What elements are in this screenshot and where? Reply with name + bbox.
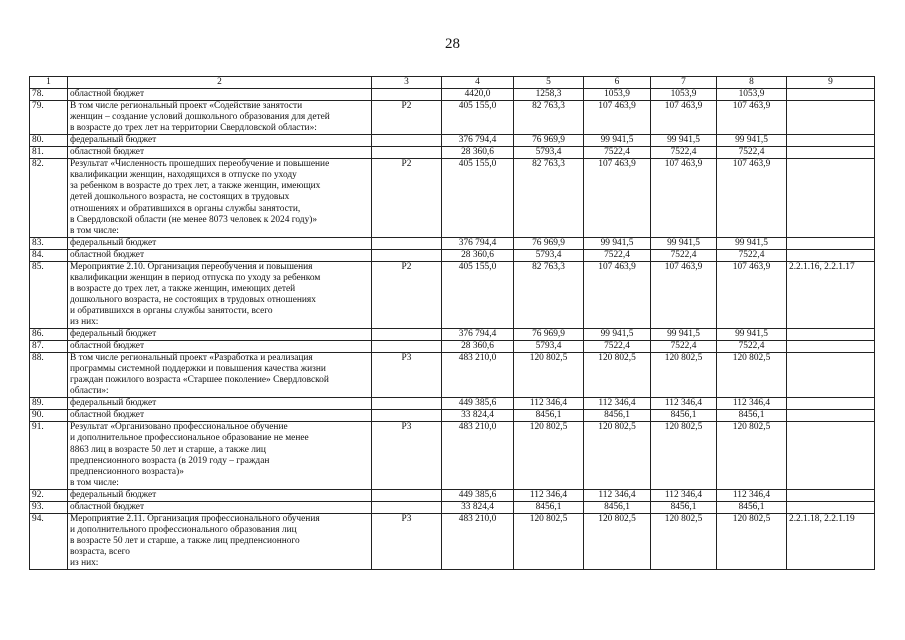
column-header: 8 xyxy=(717,77,787,89)
table-row xyxy=(30,237,875,249)
row-value-col6: 99 941,5 xyxy=(584,135,651,147)
row-value-col4: 405 155,0 xyxy=(442,159,514,237)
row-value-col7: 7522,4 xyxy=(651,341,717,353)
row-value-col7: 99 941,5 xyxy=(651,237,717,249)
row-value-col4: 28 360,6 xyxy=(442,147,514,159)
row-project-code xyxy=(372,341,442,353)
row-number: 91. xyxy=(30,422,68,489)
row-value-col4: 33 824,4 xyxy=(442,410,514,422)
row-value-col7: 1053,9 xyxy=(651,89,717,101)
row-description: федеральный бюджет xyxy=(68,237,372,249)
column-header: 4 xyxy=(442,77,514,89)
row-value-col8: 8456,1 xyxy=(717,501,787,513)
row-value-col8: 8456,1 xyxy=(717,410,787,422)
table-header-row xyxy=(30,77,875,89)
row-project-code xyxy=(372,89,442,101)
row-value-col5: 76 969,9 xyxy=(514,329,584,341)
row-value-col5: 112 346,4 xyxy=(514,489,584,501)
row-project-code: P3 xyxy=(372,353,442,398)
row-description: федеральный бюджет xyxy=(68,489,372,501)
row-value-col5: 5793,4 xyxy=(514,341,584,353)
row-description: федеральный бюджет xyxy=(68,135,372,147)
row-value-col6: 107 463,9 xyxy=(584,261,651,328)
row-project-code: P3 xyxy=(372,422,442,489)
row-description: Мероприятие 2.11. Организация профессионального обучения и дополнительного профессионального образования лиц в возрасте 50 лет и старше, а также лиц предпенсионного возраста, всего из них: xyxy=(68,513,372,569)
column-header: 7 xyxy=(651,77,717,89)
row-number: 90. xyxy=(30,410,68,422)
row-description: областной бюджет xyxy=(68,341,372,353)
column-header: 6 xyxy=(584,77,651,89)
row-value-col7: 99 941,5 xyxy=(651,329,717,341)
row-target-refs xyxy=(787,410,875,422)
table-row xyxy=(30,101,875,135)
row-description: областной бюджет xyxy=(68,147,372,159)
row-number: 89. xyxy=(30,398,68,410)
row-value-col8: 112 346,4 xyxy=(717,398,787,410)
row-value-col4: 449 385,6 xyxy=(442,398,514,410)
column-header: 3 xyxy=(372,77,442,89)
row-value-col6: 112 346,4 xyxy=(584,489,651,501)
row-number: 82. xyxy=(30,159,68,237)
table-row xyxy=(30,159,875,237)
column-header: 9 xyxy=(787,77,875,89)
row-value-col5: 5793,4 xyxy=(514,249,584,261)
row-value-col7: 112 346,4 xyxy=(651,398,717,410)
row-value-col6: 120 802,5 xyxy=(584,353,651,398)
table-row xyxy=(30,410,875,422)
row-value-col5: 76 969,9 xyxy=(514,237,584,249)
row-target-refs xyxy=(787,135,875,147)
row-description: областной бюджет xyxy=(68,249,372,261)
row-value-col7: 99 941,5 xyxy=(651,135,717,147)
row-value-col7: 120 802,5 xyxy=(651,513,717,569)
row-number: 86. xyxy=(30,329,68,341)
row-project-code xyxy=(372,398,442,410)
row-value-col4: 28 360,6 xyxy=(442,341,514,353)
row-number: 87. xyxy=(30,341,68,353)
row-value-col4: 376 794,4 xyxy=(442,329,514,341)
row-number: 78. xyxy=(30,89,68,101)
row-target-refs xyxy=(787,353,875,398)
row-number: 80. xyxy=(30,135,68,147)
row-project-code xyxy=(372,237,442,249)
row-value-col5: 112 346,4 xyxy=(514,398,584,410)
row-value-col8: 7522,4 xyxy=(717,249,787,261)
row-description: Результат «Организовано профессиональное обучение и дополнительное профессиональное образование не менее 8863 лиц в возрасте 50 лет и старше, а также лиц предпенсионного возраста (в 2019 году – граждан предпенсионного возраста)» в том числе: xyxy=(68,422,372,489)
row-value-col5: 8456,1 xyxy=(514,501,584,513)
table-row xyxy=(30,249,875,261)
row-value-col6: 120 802,5 xyxy=(584,422,651,489)
row-value-col4: 483 210,0 xyxy=(442,353,514,398)
row-target-refs xyxy=(787,89,875,101)
row-value-col6: 99 941,5 xyxy=(584,329,651,341)
row-value-col8: 120 802,5 xyxy=(717,353,787,398)
row-number: 79. xyxy=(30,101,68,135)
row-value-col5: 8456,1 xyxy=(514,410,584,422)
row-value-col7: 8456,1 xyxy=(651,501,717,513)
row-project-code xyxy=(372,135,442,147)
row-value-col4: 376 794,4 xyxy=(442,135,514,147)
row-value-col5: 1258,3 xyxy=(514,89,584,101)
row-number: 88. xyxy=(30,353,68,398)
table-row xyxy=(30,135,875,147)
row-description: В том числе региональный проект «Разработка и реализация программы системной поддержки и повышения качества жизни граждан пожилого возраста «Старшее поколение» Свердловской области»: xyxy=(68,353,372,398)
row-value-col6: 7522,4 xyxy=(584,147,651,159)
row-value-col8: 99 941,5 xyxy=(717,135,787,147)
row-target-refs xyxy=(787,329,875,341)
column-header: 1 xyxy=(30,77,68,89)
table-row xyxy=(30,501,875,513)
row-value-col4: 28 360,6 xyxy=(442,249,514,261)
row-project-code: P2 xyxy=(372,261,442,328)
row-target-refs xyxy=(787,147,875,159)
row-project-code xyxy=(372,501,442,513)
row-value-col8: 120 802,5 xyxy=(717,513,787,569)
row-value-col7: 107 463,9 xyxy=(651,261,717,328)
row-project-code: P3 xyxy=(372,513,442,569)
row-value-col6: 8456,1 xyxy=(584,501,651,513)
row-value-col8: 107 463,9 xyxy=(717,261,787,328)
row-value-col8: 1053,9 xyxy=(717,89,787,101)
table-row xyxy=(30,147,875,159)
row-description: федеральный бюджет xyxy=(68,398,372,410)
row-description: областной бюджет xyxy=(68,89,372,101)
row-value-col6: 7522,4 xyxy=(584,341,651,353)
row-project-code xyxy=(372,329,442,341)
table-row xyxy=(30,89,875,101)
row-number: 92. xyxy=(30,489,68,501)
row-value-col8: 112 346,4 xyxy=(717,489,787,501)
table-row xyxy=(30,353,875,398)
row-target-refs: 2.2.1.16, 2.2.1.17 xyxy=(787,261,875,328)
row-value-col8: 99 941,5 xyxy=(717,329,787,341)
row-value-col6: 7522,4 xyxy=(584,249,651,261)
row-value-col5: 76 969,9 xyxy=(514,135,584,147)
row-target-refs: 2.2.1.18, 2.2.1.19 xyxy=(787,513,875,569)
row-target-refs xyxy=(787,501,875,513)
row-number: 94. xyxy=(30,513,68,569)
row-project-code xyxy=(372,249,442,261)
row-target-refs xyxy=(787,159,875,237)
row-target-refs xyxy=(787,237,875,249)
row-value-col8: 99 941,5 xyxy=(717,237,787,249)
row-value-col6: 120 802,5 xyxy=(584,513,651,569)
table-row xyxy=(30,261,875,328)
row-project-code xyxy=(372,410,442,422)
row-value-col5: 120 802,5 xyxy=(514,513,584,569)
row-value-col5: 82 763,3 xyxy=(514,159,584,237)
row-project-code xyxy=(372,147,442,159)
budget-table xyxy=(29,76,875,570)
row-value-col7: 112 346,4 xyxy=(651,489,717,501)
row-value-col5: 5793,4 xyxy=(514,147,584,159)
page-number: 28 xyxy=(445,36,460,52)
row-description: областной бюджет xyxy=(68,501,372,513)
table-row xyxy=(30,422,875,489)
row-number: 83. xyxy=(30,237,68,249)
row-value-col8: 107 463,9 xyxy=(717,101,787,135)
row-project-code: P2 xyxy=(372,101,442,135)
row-value-col6: 107 463,9 xyxy=(584,101,651,135)
row-description: областной бюджет xyxy=(68,410,372,422)
row-value-col6: 107 463,9 xyxy=(584,159,651,237)
row-number: 81. xyxy=(30,147,68,159)
row-project-code xyxy=(372,489,442,501)
row-value-col6: 8456,1 xyxy=(584,410,651,422)
row-value-col5: 82 763,3 xyxy=(514,261,584,328)
row-number: 93. xyxy=(30,501,68,513)
row-value-col4: 483 210,0 xyxy=(442,513,514,569)
row-value-col6: 1053,9 xyxy=(584,89,651,101)
row-description: Результат «Численность прошедших переобучение и повышение квалификации женщин, находящихся в отпуске по уходу за ребенком в возрасте до трех лет, а также женщин, имеющих детей дошкольного возраста, не состоящих в трудовых отношениях и обратившихся в органы службы занятости, в Свердловской области (не менее 8073 человек к 2024 году)» в том числе: xyxy=(68,159,372,237)
row-description: федеральный бюджет xyxy=(68,329,372,341)
row-number: 85. xyxy=(30,261,68,328)
row-value-col4: 483 210,0 xyxy=(442,422,514,489)
row-value-col4: 405 155,0 xyxy=(442,261,514,328)
row-target-refs xyxy=(787,398,875,410)
row-value-col7: 7522,4 xyxy=(651,249,717,261)
row-value-col6: 112 346,4 xyxy=(584,398,651,410)
row-value-col8: 7522,4 xyxy=(717,147,787,159)
row-value-col4: 376 794,4 xyxy=(442,237,514,249)
row-description: В том числе региональный проект «Содействие занятости женщин – создание условий дошкольного образования для детей в возрасте до трех лет на территории Свердловской области»: xyxy=(68,101,372,135)
table-row xyxy=(30,341,875,353)
row-value-col4: 449 385,6 xyxy=(442,489,514,501)
row-value-col7: 7522,4 xyxy=(651,147,717,159)
table-row xyxy=(30,398,875,410)
row-value-col6: 99 941,5 xyxy=(584,237,651,249)
column-header: 5 xyxy=(514,77,584,89)
row-value-col7: 120 802,5 xyxy=(651,422,717,489)
table-row xyxy=(30,489,875,501)
row-value-col8: 120 802,5 xyxy=(717,422,787,489)
row-value-col4: 33 824,4 xyxy=(442,501,514,513)
row-target-refs xyxy=(787,422,875,489)
table-row xyxy=(30,329,875,341)
row-value-col7: 8456,1 xyxy=(651,410,717,422)
row-number: 84. xyxy=(30,249,68,261)
row-target-refs xyxy=(787,249,875,261)
row-target-refs xyxy=(787,489,875,501)
column-header: 2 xyxy=(68,77,372,89)
row-target-refs xyxy=(787,341,875,353)
row-value-col8: 7522,4 xyxy=(717,341,787,353)
table-row xyxy=(30,513,875,569)
row-value-col4: 405 155,0 xyxy=(442,101,514,135)
row-description: Мероприятие 2.10. Организация переобучения и повышения квалификации женщин в период отпуска по уходу за ребенком в возрасте до трех лет, а также женщин, имеющих детей дошкольного возраста, не состоящих в трудовых отношениях и обратившихся в органы службы занятости, всего из них: xyxy=(68,261,372,328)
row-value-col7: 107 463,9 xyxy=(651,159,717,237)
row-value-col7: 107 463,9 xyxy=(651,101,717,135)
row-value-col8: 107 463,9 xyxy=(717,159,787,237)
row-target-refs xyxy=(787,101,875,135)
row-value-col5: 120 802,5 xyxy=(514,422,584,489)
row-project-code: P2 xyxy=(372,159,442,237)
row-value-col7: 120 802,5 xyxy=(651,353,717,398)
row-value-col4: 4420,0 xyxy=(442,89,514,101)
row-value-col5: 120 802,5 xyxy=(514,353,584,398)
row-value-col5: 82 763,3 xyxy=(514,101,584,135)
